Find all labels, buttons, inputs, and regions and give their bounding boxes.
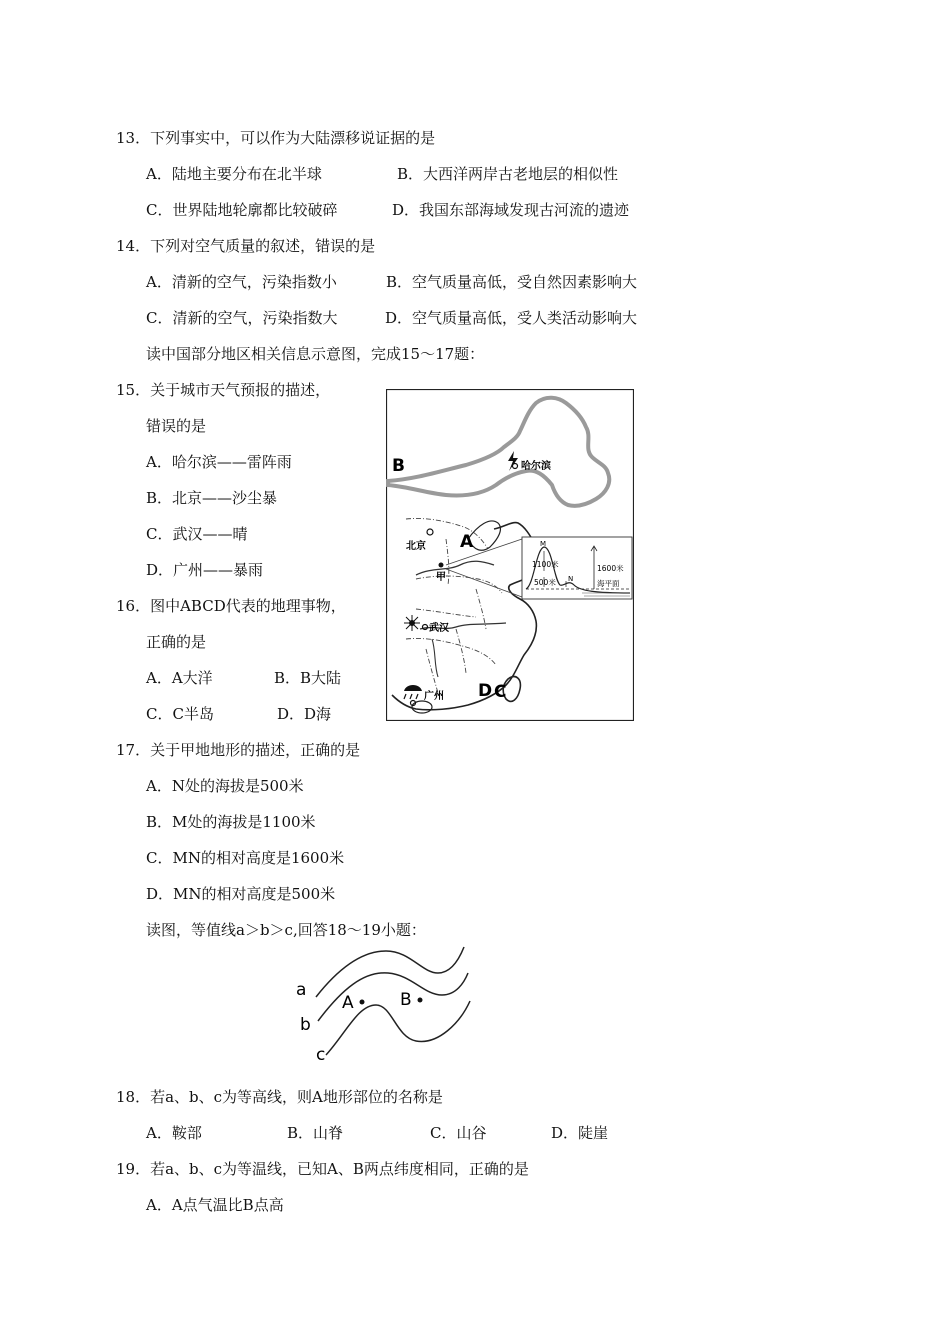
q16-option-b: B．B大陆 bbox=[274, 669, 342, 687]
inset-label-sea-level: 海平面 bbox=[597, 579, 620, 588]
q14-stem: 14．下列对空气质量的叙述，错误的是 bbox=[116, 237, 376, 255]
q19-stem: 19．若a、b、c为等温线，已知A、B两点纬度相同，正确的是 bbox=[116, 1160, 529, 1178]
q15-stem-line2: 错误的是 bbox=[146, 417, 207, 435]
sunny-icon bbox=[404, 615, 420, 631]
q18-stem: 18．若a、b、c为等高线，则A地形部位的名称是 bbox=[116, 1088, 443, 1106]
point-label-a: A bbox=[342, 993, 354, 1013]
terrain-profile-inset bbox=[522, 537, 632, 599]
q18-option-a: A．鞍部 bbox=[146, 1124, 202, 1142]
q16-option-c: C．C半岛 bbox=[146, 705, 214, 723]
q14-option-c: C．清新的空气，污染指数大 bbox=[146, 309, 338, 327]
map-label-d: D bbox=[478, 681, 493, 701]
inset-label-m: M bbox=[540, 540, 547, 548]
q16-option-a: A．A大洋 bbox=[146, 669, 213, 687]
q13-option-b: B．大西洋两岸古老地层的相似性 bbox=[397, 165, 619, 183]
q13-option-d: D．我国东部海域发现古河流的遗迹 bbox=[392, 201, 630, 219]
point-label-b: B bbox=[400, 990, 412, 1010]
q16-option-d: D．D海 bbox=[277, 705, 332, 723]
q17-option-b: B．M处的海拔是1100米 bbox=[146, 813, 316, 831]
inset-label-n: N bbox=[568, 575, 574, 583]
inset-label-1100: 1100米 bbox=[532, 560, 559, 569]
q15-option-b: B．北京——沙尘暴 bbox=[146, 489, 278, 507]
point-a-marker bbox=[360, 1000, 365, 1005]
q19-option-a: A．A点气温比B点高 bbox=[146, 1196, 284, 1214]
q16-stem-line2: 正确的是 bbox=[146, 633, 207, 651]
isoline-label-b: b bbox=[300, 1015, 311, 1035]
q17-stem: 17．关于甲地地形的描述，正确的是 bbox=[116, 741, 361, 759]
q16-stem-line1: 16．图中ABCD代表的地理事物， bbox=[116, 597, 346, 615]
isoline-b bbox=[318, 973, 468, 1021]
q13-option-a: A．陆地主要分布在北半球 bbox=[146, 165, 322, 183]
q15-option-c: C．武汉——晴 bbox=[146, 525, 248, 543]
map-label-a: A bbox=[460, 532, 474, 552]
q18-option-c: C．山谷 bbox=[430, 1124, 487, 1142]
map-label-b: B bbox=[392, 456, 405, 476]
isoline-label-a: a bbox=[296, 980, 307, 1000]
isoline-a bbox=[316, 947, 464, 997]
jia-marker bbox=[439, 563, 444, 568]
map-label-c: C bbox=[494, 682, 507, 702]
q15-stem-line1: 15．关于城市天气预报的描述， bbox=[116, 381, 331, 399]
map-city-harbin: 哈尔滨 bbox=[521, 461, 551, 472]
intro-15-17: 读中国部分地区相关信息示意图，完成15～17题： bbox=[146, 345, 485, 363]
point-b-marker bbox=[418, 998, 423, 1003]
q15-option-a: A．哈尔滨——雷阵雨 bbox=[146, 453, 292, 471]
q14-option-a: A．清新的空气，污染指数小 bbox=[146, 273, 337, 291]
inset-label-1600: 1600米 bbox=[597, 564, 624, 573]
inset-label-500: 500米 bbox=[534, 578, 556, 587]
china-region-map bbox=[386, 389, 634, 721]
isoline-diagram bbox=[288, 945, 478, 1063]
map-city-beijing: 北京 bbox=[406, 541, 426, 552]
q17-option-a: A．N处的海拔是500米 bbox=[146, 777, 304, 795]
q17-option-d: D．MN的相对高度是500米 bbox=[146, 885, 336, 903]
map-city-guangzhou: 广州 bbox=[424, 691, 444, 702]
q14-option-b: B．空气质量高低，受自然因素影响大 bbox=[386, 273, 638, 291]
intro-18-19: 读图，等值线a＞b＞c,回答18～19小题： bbox=[146, 921, 426, 939]
q15-option-d: D．广州——暴雨 bbox=[146, 561, 264, 579]
isoline-label-c: c bbox=[316, 1045, 326, 1063]
q17-option-c: C．MN的相对高度是1600米 bbox=[146, 849, 345, 867]
q18-option-d: D．陡崖 bbox=[551, 1124, 609, 1142]
q13-option-c: C．世界陆地轮廓都比较破碎 bbox=[146, 201, 338, 219]
map-city-wuhan: 武汉 bbox=[429, 623, 449, 634]
q18-option-b: B．山脊 bbox=[287, 1124, 344, 1142]
map-label-jia: 甲 bbox=[436, 572, 446, 583]
q14-option-d: D．空气质量高低，受人类活动影响大 bbox=[385, 309, 638, 327]
q13-stem: 13．下列事实中，可以作为大陆漂移说证据的是 bbox=[116, 129, 436, 147]
